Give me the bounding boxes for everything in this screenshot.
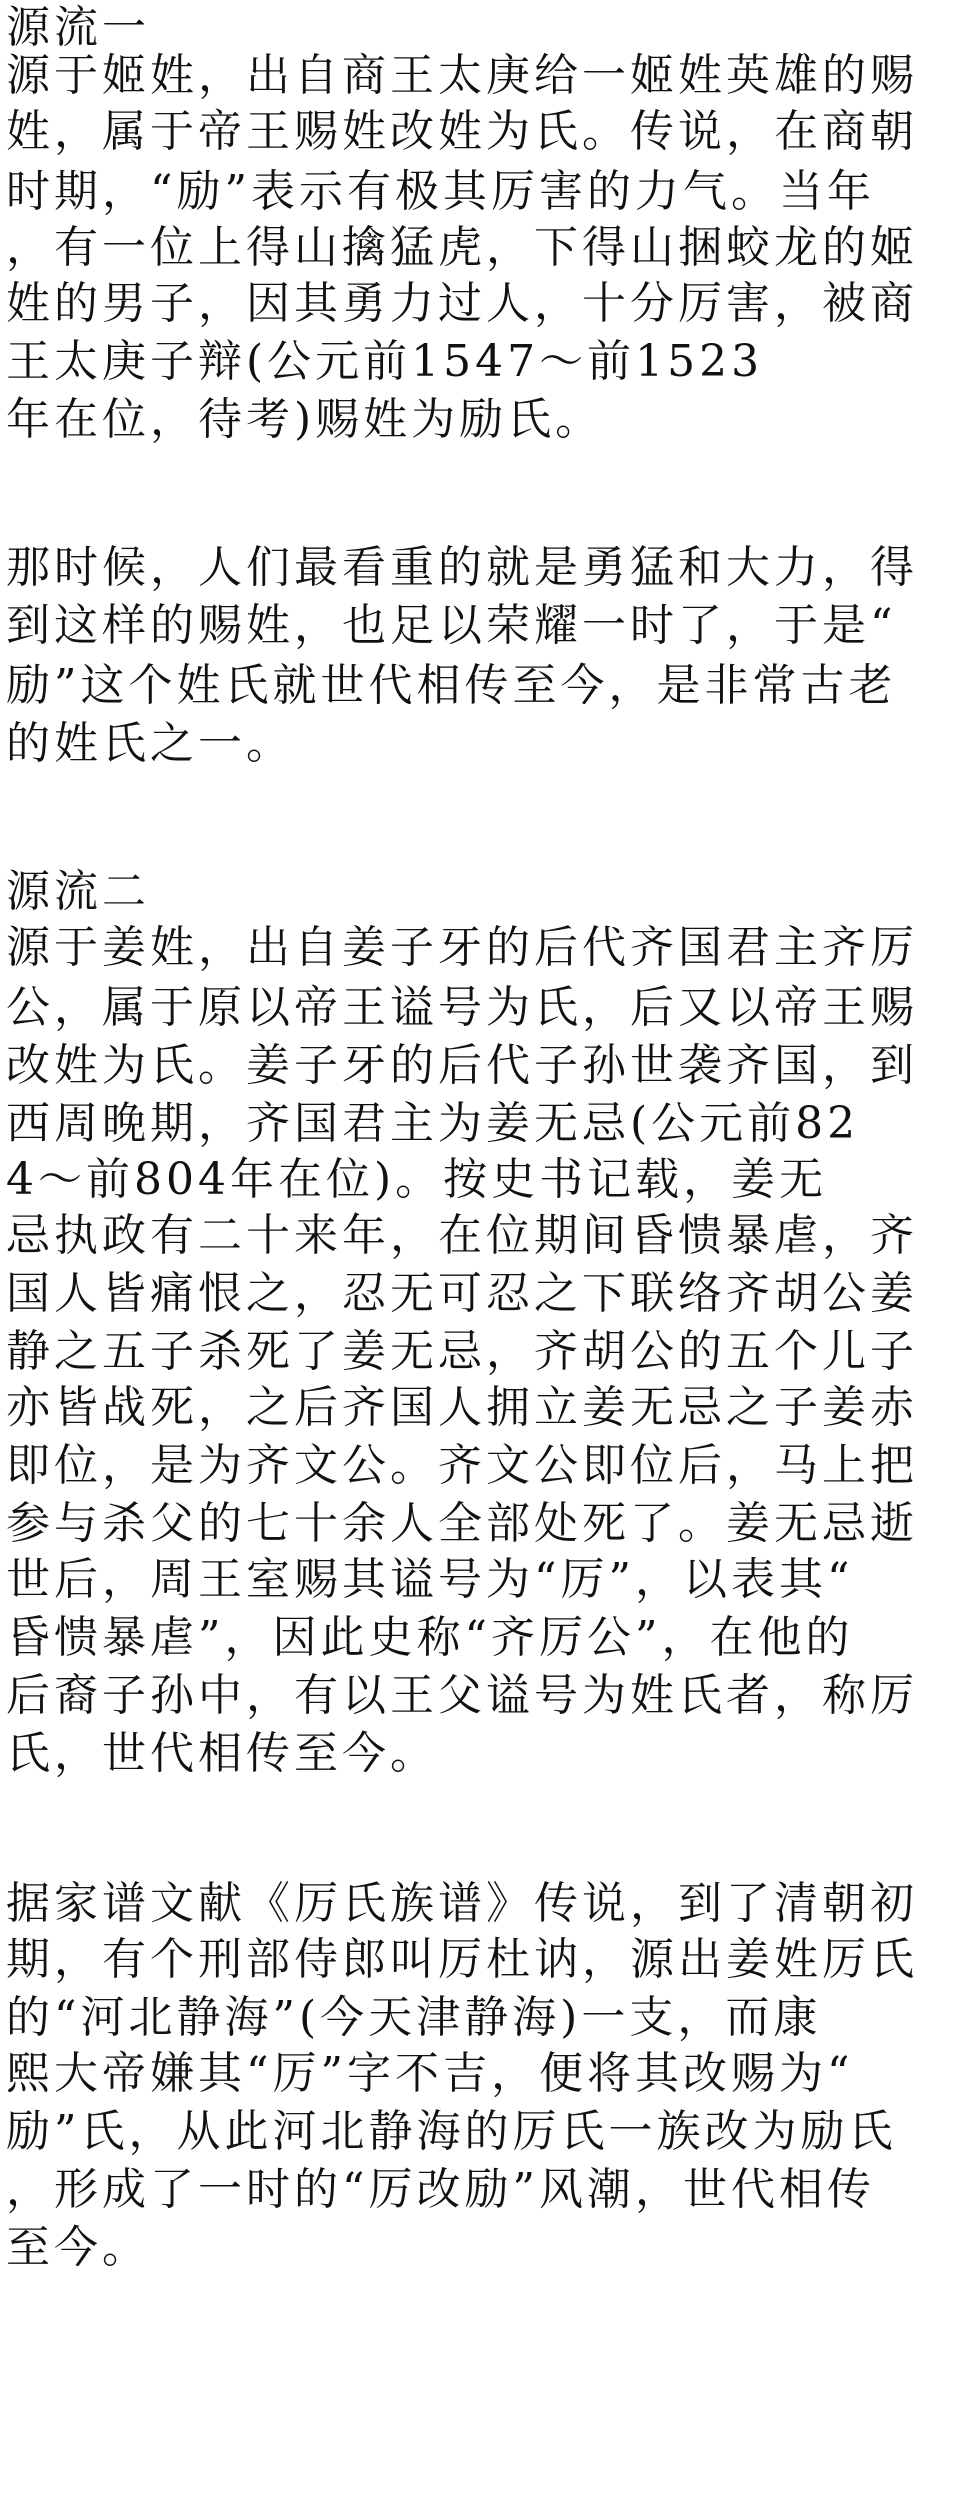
text-line-34: 的“河北静海”(今天津静海)一支，而康: [6, 1992, 822, 2043]
text-line-36: 励”氏，从此河北静海的厉氏一族改为励氏: [6, 2106, 897, 2157]
text-line-33: 期，有个刑部侍郎叫厉杜讷，源出姜姓厉氏: [6, 1934, 918, 1985]
text-line-32: 据家谱文献《厉氏族谱》传说，到了清朝初: [6, 1878, 918, 1929]
text-line-37: ，形成了一时的“厉改励”风潮，世代相传: [6, 2164, 875, 2215]
text-line-10: 那时候，人们最看重的就是勇猛和大力，得: [6, 542, 918, 593]
text-line-35: 熙大帝嫌其“厉”字不吉，便将其改赐为“: [6, 2048, 854, 2099]
text-line-28: 昏愦暴虐”，因此史称“齐厉公”，在他的: [6, 1612, 854, 1663]
text-line-26: 参与杀父的七十余人全部处死了。姜无忌逝: [6, 1498, 918, 1549]
text-line-17: 公，属于原以帝王谥号为氏，后又以帝王赐: [6, 982, 918, 1033]
text-line-30: 氏，世代相传至今。: [6, 1728, 438, 1779]
text-line-19: 西周晚期，齐国君主为姜无忌(公元前82: [6, 1098, 860, 1149]
text-line-12: 励”这个姓氏就世代相传至今，是非常古老: [6, 660, 897, 711]
text-line-23: 静之五子杀死了姜无忌，齐胡公的五个儿子: [6, 1326, 918, 1377]
text-line-16: 源于姜姓，出自姜子牙的后代齐国君主齐厉: [6, 922, 918, 973]
text-line-2: 源于姬姓，出自商王太庚给一姬姓英雄的赐: [6, 50, 918, 101]
text-line-4: 时期，“励”表示有极其厉害的力气。当年: [6, 166, 875, 217]
text-line-5: ，有一位上得山擒猛虎，下得山捆蛟龙的姬: [6, 222, 918, 273]
text-line-3: 姓，属于帝王赐姓改姓为氏。传说，在商朝: [6, 106, 918, 157]
text-line-15: 源流二: [6, 866, 150, 917]
text-line-11: 到这样的赐姓，也足以荣耀一时了，于是“: [6, 600, 897, 651]
text-line-29: 后裔子孙中，有以王父谥号为姓氏者，称厉: [6, 1670, 918, 1721]
text-line-18: 改姓为氏。姜子牙的后代子孙世袭齐国，到: [6, 1040, 918, 1091]
text-line-27: 世后，周王室赐其谥号为“厉”，以表其“: [6, 1554, 854, 1605]
text-line-6: 姓的男子，因其勇力过人，十分厉害，被商: [6, 278, 918, 329]
text-line-24: 亦皆战死，之后齐国人拥立姜无忌之子姜赤: [6, 1382, 918, 1433]
text-line-21: 忌执政有二十来年，在位期间昏愦暴虐，齐: [6, 1210, 918, 1261]
text-line-38: 至今。: [6, 2222, 150, 2273]
text-line-7: 王太庚子辩(公元前1547～前1523: [6, 336, 764, 387]
text-line-8: 年在位，待考)赐姓为励氏。: [6, 394, 604, 445]
text-line-22: 国人皆痛恨之，忍无可忍之下联络齐胡公姜: [6, 1268, 918, 1319]
text-line-25: 即位，是为齐文公。齐文公即位后，马上把: [6, 1440, 918, 1491]
text-line-13: 的姓氏之一。: [6, 718, 294, 769]
text-line-20: 4～前804年在位)。按史书记载，姜无: [6, 1154, 828, 1205]
text-line-1: 源流一: [6, 2, 150, 53]
